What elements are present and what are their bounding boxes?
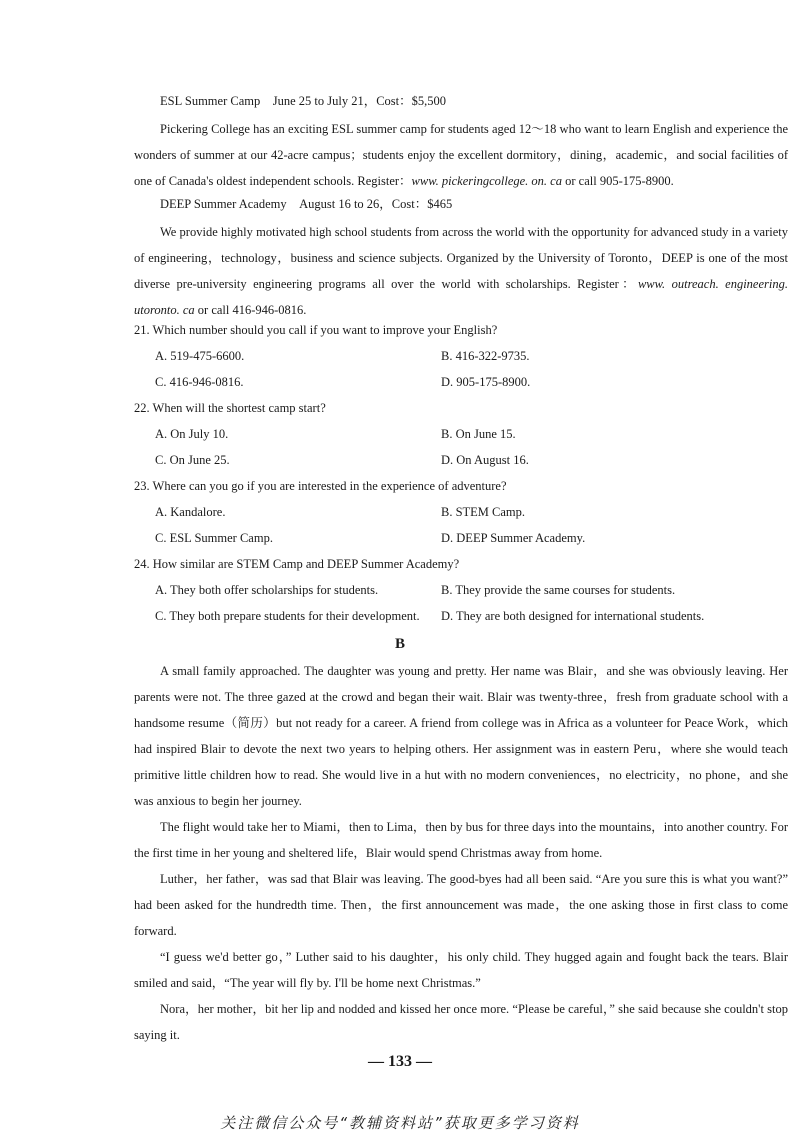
q24-option-a: A. They both offer scholarships for students. [155, 583, 379, 597]
q21-option-a: A. 519-475-6600. [155, 349, 245, 363]
q21-option-c: C. 416-946-0816. [155, 375, 244, 389]
q22-option-c: C. On June 25. [155, 453, 230, 467]
q22-option-a: A. On July 10. [155, 427, 229, 441]
q21-option-b: B. 416-322-9735. [441, 349, 530, 363]
deep-url: www. outreach. engineering. utoronto. ca [134, 277, 788, 317]
esl-body-end: or call 905-175-8900. [561, 174, 674, 188]
deep-body: We provide highly motivated high school students from across the world with the opportunity for advanced study in a variety of engineering，technology，business and science subjects. Organized by the University of Toronto，DEEP is one of the most diverse pre-university engineering programs all over the world with scholarships. Register： [134, 225, 788, 291]
q22-option-b: B. On June 15. [441, 427, 516, 441]
question-23: 23. Where can you go if you are interested in the experience of adventure? [134, 479, 507, 493]
passage-paragraph-3: Luther，her father，was sad that Blair was leaving. The good-byes had all been said. “Are you sure this is what you want?” had been asked for the hundredth time. Then，the first announcement was made，the one asking those in first class to come forward. [134, 872, 788, 938]
esl-url: www. pickeringcollege. on. ca [411, 174, 562, 188]
passage-b [134, 658, 788, 1048]
passage-paragraph-1: A small family approached. The daughter was young and pretty. Her name was Blair，and she was obviously leaving. Her parents were not. The three gazed at the crowd and began their wait. Blair was twenty-three，fresh from graduate school with a handsome resume（简历）but not ready for a career. A friend from college was in Africa as a volunteer for Peace Work，which had inspired Blair to devote the next two years to helping others. Her assignment was in eastern Peru，where she would teach primitive little children how to read. She would live in a hut with no modern conveniences，no electricity，no phone，and she was anxious to begin her journey. [134, 664, 788, 808]
q22-option-d: D. On August 16. [441, 453, 529, 467]
q21-option-d: D. 905-175-8900. [441, 375, 531, 389]
question-21: 21. Which number should you call if you want to improve your English? [134, 323, 498, 337]
deep-body-end: or call 416-946-0816. [194, 303, 307, 317]
passage-paragraph-2: The flight would take her to Miami，then to Lima，then by bus for three days into the mountains，into another country. For the first time in her young and sheltered life，Blair would spend Christmas away from home. [134, 820, 788, 860]
esl-heading: ESL Summer Camp June 25 to July 21，Cost：$5,500 [160, 94, 446, 108]
question-24: 24. How similar are STEM Camp and DEEP Summer Academy? [134, 557, 460, 571]
q24-option-b: B. They provide the same courses for students. [441, 583, 676, 597]
q23-option-b: B. STEM Camp. [441, 505, 526, 519]
passage-paragraph-4: “I guess we'd better go，” Luther said to his daughter，his only child. They hugged again and fought back the tears. Blair smiled and said，“The year will fly by. I'll be home next Christmas.” [134, 950, 788, 990]
q23-option-c: C. ESL Summer Camp. [155, 531, 273, 545]
q24-option-d: D. They are both designed for international students. [441, 609, 705, 623]
esl-body: Pickering College has an exciting ESL summer camp for students aged 12～18 who want to learn English and experience the wonders of summer at our 42-acre campus；students enjoy the excellent dormitory，dining，academic，and social facilities of one of Canada's oldest independent schools. Register： [134, 122, 788, 188]
question-22: 22. When will the shortest camp start? [134, 401, 326, 415]
passage-paragraph-5: Nora，her mother，bit her lip and nodded and kissed her once more. “Please be careful，” she said because she couldn't stop saying it. [134, 1002, 788, 1042]
q23-option-a: A. Kandalore. [155, 505, 226, 519]
section-heading-b: B [394, 636, 405, 652]
deep-description [134, 219, 788, 323]
q24-option-c: C. They both prepare students for their development. [155, 609, 420, 623]
esl-description [134, 116, 788, 194]
q23-option-d: D. DEEP Summer Academy. [441, 531, 586, 545]
page-number: — 133 — [368, 1053, 432, 1070]
footer-note: 关注微信公众号“教辅资料站”获取更多学习资料 [220, 1114, 580, 1132]
deep-heading: DEEP Summer Academy August 16 to 26，Cost：$465 [160, 197, 453, 211]
